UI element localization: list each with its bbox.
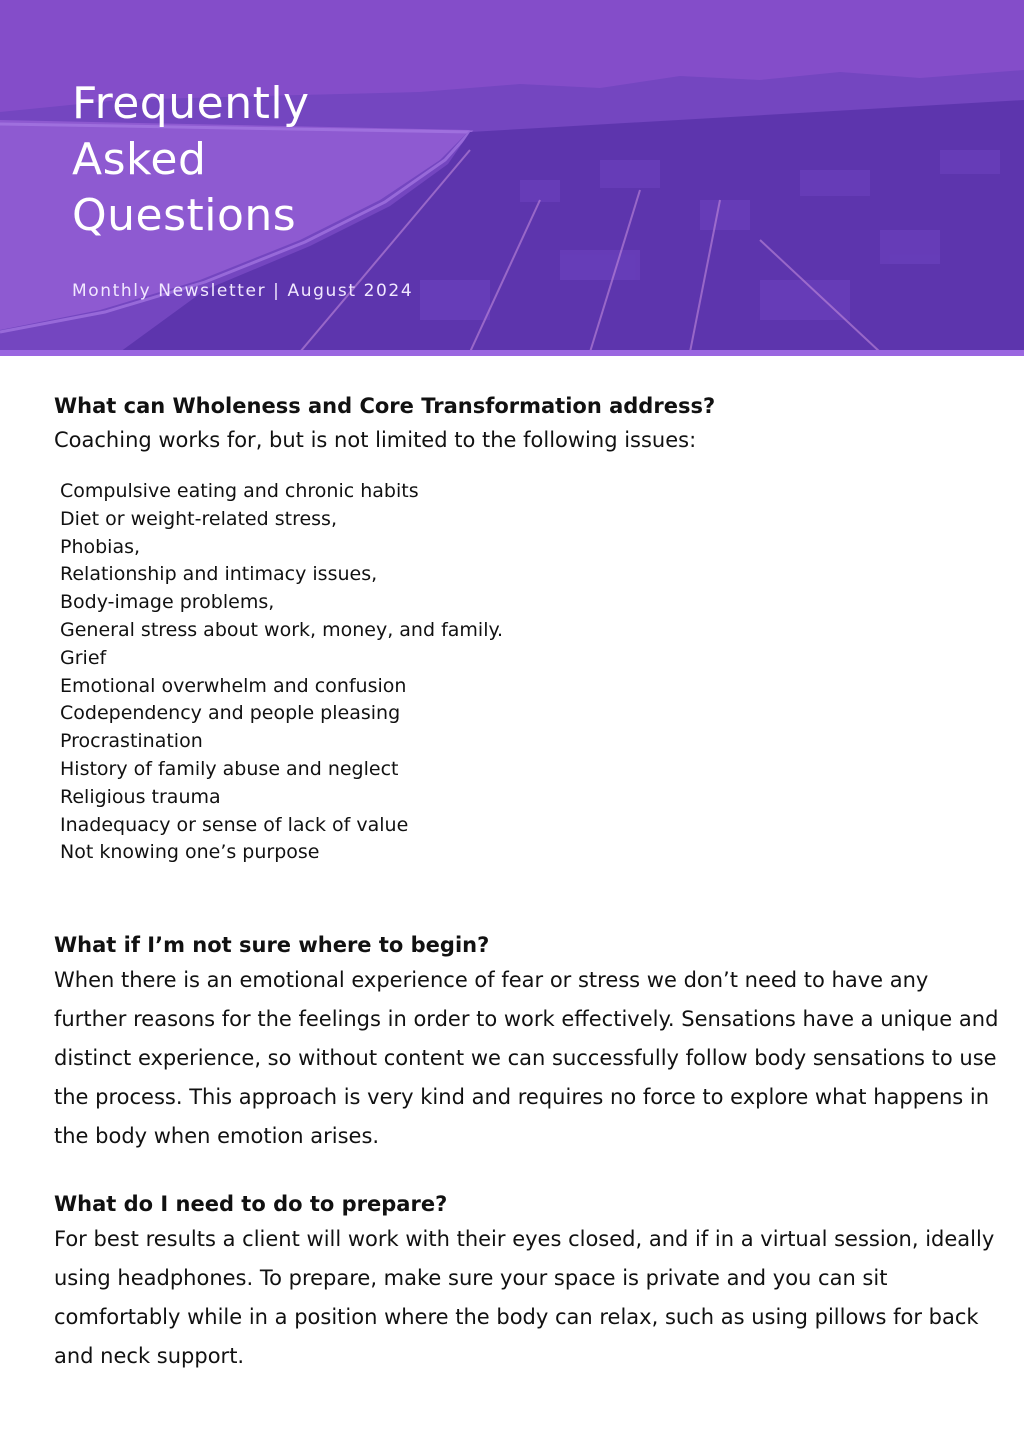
faq-section — [54, 929, 1004, 1156]
list-item: Emotional overwhelm and confusion — [60, 674, 407, 697]
faq-content — [54, 390, 1004, 1376]
title-line: Frequently — [72, 78, 310, 129]
list-item: Religious trauma — [60, 785, 221, 808]
list-item: Not knowing one’s purpose — [60, 841, 320, 864]
list-item: Body-image problems, — [60, 591, 275, 614]
list-item: Grief — [60, 646, 107, 669]
faq-answer: For best results a client will work with their eyes closed, and if in a virtual session, ideally using headphones. To prepare, make sure your space is private and you can sit comfortably while in a position where the body can relax, such as using pillows for back and neck support. — [54, 1227, 995, 1369]
list-item: Diet or weight-related stress, — [60, 507, 337, 530]
list-item: General stress about work, money, and family. — [60, 618, 504, 641]
list-item: Procrastination — [60, 730, 203, 753]
list-item: History of family abuse and neglect — [60, 757, 399, 780]
faq-section — [54, 1188, 1004, 1376]
page-title — [72, 76, 310, 244]
header-divider — [0, 350, 1024, 356]
faq-section — [54, 390, 1004, 867]
faq-question: What do I need to do to prepare? — [54, 1192, 448, 1217]
list-item: Relationship and intimacy issues, — [60, 563, 378, 586]
list-item: Phobias, — [60, 535, 141, 558]
list-item: Codependency and people pleasing — [60, 702, 401, 725]
newsletter-subtitle: Monthly Newsletter | August 2024 — [72, 281, 414, 301]
faq-question: What if I’m not sure where to begin? — [54, 933, 490, 958]
faq-answer: When there is an emotional experience of fear or stress we don’t need to have any further reasons for the feelings in order to work effectively. Sensations have a unique and distinct experience, so without content we can successfully follow body sensations to use the process. This approach is very kind and requires no force to explore what happens in the body when emotion arises. — [54, 968, 999, 1149]
faq-intro: Coaching works for, but is not limited to the following issues: — [54, 428, 697, 452]
issue-list — [60, 478, 1004, 867]
list-item: Inadequacy or sense of lack of value — [60, 813, 409, 836]
faq-question: What can Wholeness and Core Transformation address? — [54, 394, 716, 418]
list-item: Compulsive eating and chronic habits — [60, 480, 419, 502]
title-line: Questions — [72, 190, 297, 241]
title-line: Asked — [72, 134, 207, 185]
header-banner — [0, 0, 1024, 352]
